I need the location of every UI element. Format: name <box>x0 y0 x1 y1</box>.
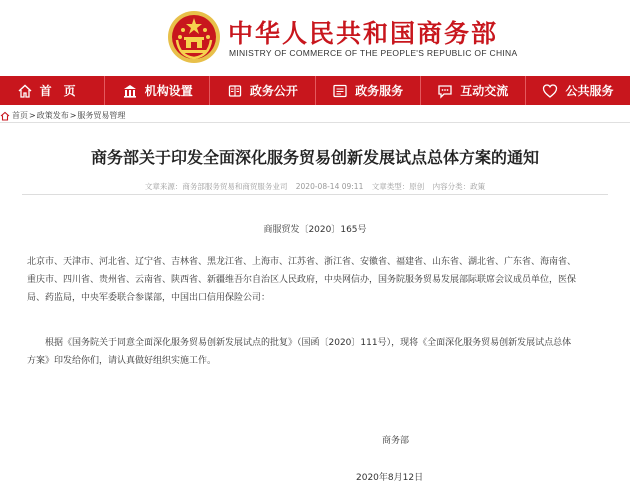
main-nav <box>0 76 630 105</box>
home-icon <box>17 83 33 99</box>
site-title[interactable]: 中华人民共和国商务部 <box>228 19 499 48</box>
paragraph-line: 方案》印发给你们，请认真做好组织实施工作。 <box>27 356 217 366</box>
nav-item-home[interactable] <box>0 76 105 105</box>
nav-label: 机构设置 <box>144 84 193 98</box>
nav-item-publication[interactable] <box>210 76 315 105</box>
national-emblem-icon[interactable] <box>167 10 221 64</box>
service-icon <box>332 83 348 99</box>
paragraph-line: 重庆市、四川省、贵州省、云南省、陕西省、新疆维吾尔自治区人民政府，中央网信办，国务院服务贸易发展部际联席会议成员单位，医保 <box>27 275 577 285</box>
breadcrumb-separator: > <box>69 111 77 120</box>
paragraph-line: 北京市、天津市、河北省、辽宁省、吉林省、黑龙江省、上海市、江苏省、浙江省、安徽省、福建省、山东省、湖北省、广东省、海南省、 <box>27 257 577 267</box>
nav-label: 互动交流 <box>460 84 509 98</box>
signer: 商务部 <box>382 436 410 446</box>
divider <box>0 122 630 123</box>
body-paragraph <box>27 334 607 370</box>
article-source: 文章来源：商务部服务贸易和商贸服务业司 <box>144 182 288 191</box>
recipients-paragraph <box>27 253 607 307</box>
breadcrumb-link-home[interactable]: 首页 <box>12 111 28 120</box>
public-service-icon <box>542 83 558 99</box>
site-header <box>0 0 630 76</box>
nav-item-public-service[interactable] <box>526 76 630 105</box>
nav-label: 政务公开 <box>249 84 298 98</box>
article-type: 文章类型：原创 <box>371 182 425 191</box>
article-meta <box>0 181 630 192</box>
nav-item-service[interactable] <box>316 76 421 105</box>
divider <box>22 194 608 195</box>
article-title: 商务部关于印发全面深化服务贸易创新发展试点总体方案的通知 <box>90 148 539 167</box>
site-subtitle: MINISTRY OF COMMERCE OF THE PEOPLE'S REPUBLIC OF CHINA <box>229 48 518 58</box>
nav-label: 政务服务 <box>355 84 404 98</box>
document-number: 商服贸发〔2020〕165号 <box>263 225 367 235</box>
breadcrumb <box>0 110 125 121</box>
nav-label: 公共服务 <box>565 84 614 98</box>
publication-icon <box>227 83 243 99</box>
breadcrumb-link-service-trade[interactable]: 服务贸易管理 <box>77 111 126 120</box>
home-icon <box>0 111 10 121</box>
breadcrumb-link-policy[interactable]: 政策发布 <box>36 111 69 120</box>
article-category: 内容分类：政策 <box>432 182 486 191</box>
paragraph-line: 根据《国务院关于同意全面深化服务贸易创新发展试点的批复》（国函〔2020〕111号），现将《全面深化服务贸易创新发展试点总体 <box>45 338 572 348</box>
nav-label: 首页 <box>39 84 88 98</box>
article-datetime: 2020-08-14 09:11 <box>295 182 364 191</box>
sign-date: 2020年8月12日 <box>356 473 424 483</box>
organization-icon <box>122 83 138 99</box>
nav-item-interaction[interactable] <box>421 76 526 105</box>
nav-item-organization[interactable] <box>105 76 210 105</box>
chat-icon <box>437 83 453 99</box>
paragraph-line: 局、药监局，中央军委联合参谋部，中国出口信用保险公司： <box>27 293 271 303</box>
breadcrumb-separator: > <box>29 111 36 120</box>
